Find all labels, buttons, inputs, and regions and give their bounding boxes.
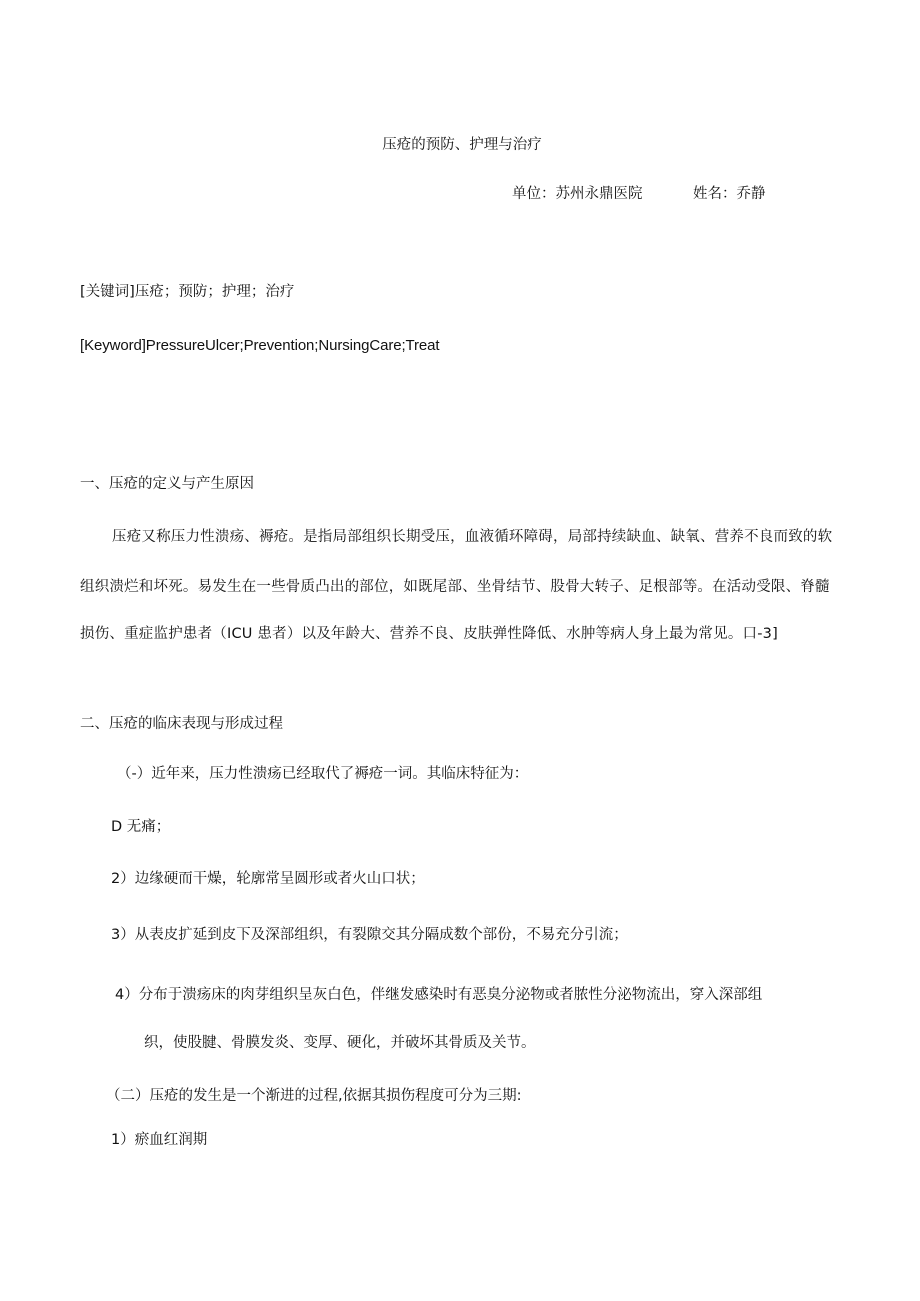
stage-heading: 1）瘀血红润期 bbox=[111, 1132, 208, 1148]
keywords-chinese: [关键词]压疮；预防；护理；治疗 bbox=[80, 284, 295, 300]
list-item: 4）分布于溃疡床的肉芽组织呈灰白色，伴继发感染时有恶臭分泌物或者脓性分泌物流出，穿入深部组 bbox=[115, 987, 763, 1003]
paragraph-line: 压疮又称压力性溃疡、褥疮。是指局部组织长期受压，血液循环障碍，局部持续缺血、缺氧、营养不良而致的软 bbox=[112, 529, 833, 545]
section-heading-clinical: 二、压疮的临床表现与形成过程 bbox=[80, 716, 283, 732]
paragraph-line: 损伤、重症监护患者（ICU 患者）以及年龄大、营养不良、皮肤弹性降低、水肿等病人身上最为常见。口-3] bbox=[80, 626, 778, 642]
list-item: 3）从表皮扩延到皮下及深部组织，有裂隙交其分隔成数个部份，不易充分引流； bbox=[111, 927, 628, 943]
section-heading-definition: 一、压疮的定义与产生原因 bbox=[80, 476, 254, 492]
author-unit: 单位：苏州永鼎医院 bbox=[512, 186, 643, 202]
list-item: 2）边缘硬而干燥，轮廓常呈圆形或者火山口状； bbox=[111, 871, 425, 887]
subsection-heading: （二）压疮的发生是一个渐进的过程,依据其损伤程度可分为三期: bbox=[106, 1088, 522, 1104]
keywords-english: [Keyword]PressureUlcer;Prevention;NursingCare;Treat bbox=[80, 337, 440, 354]
subsection-heading: （-）近年来，压力性溃疡已经取代了褥疮一词。其临床特征为： bbox=[117, 766, 529, 782]
document-title: 压疮的预防、护理与治疗 bbox=[382, 137, 542, 153]
paragraph-line: 组织溃烂和坏死。易发生在一些骨质凸出的部位，如既尾部、坐骨结节、股骨大转子、足根部等。在活动受限、脊髓 bbox=[80, 579, 830, 595]
list-item-continuation: 织，使股腱、骨膜发炎、变厚、硬化，并破坏其骨质及关节。 bbox=[144, 1035, 536, 1051]
author-name: 姓名：乔静 bbox=[693, 186, 766, 202]
list-item: D 无痛； bbox=[111, 819, 171, 835]
